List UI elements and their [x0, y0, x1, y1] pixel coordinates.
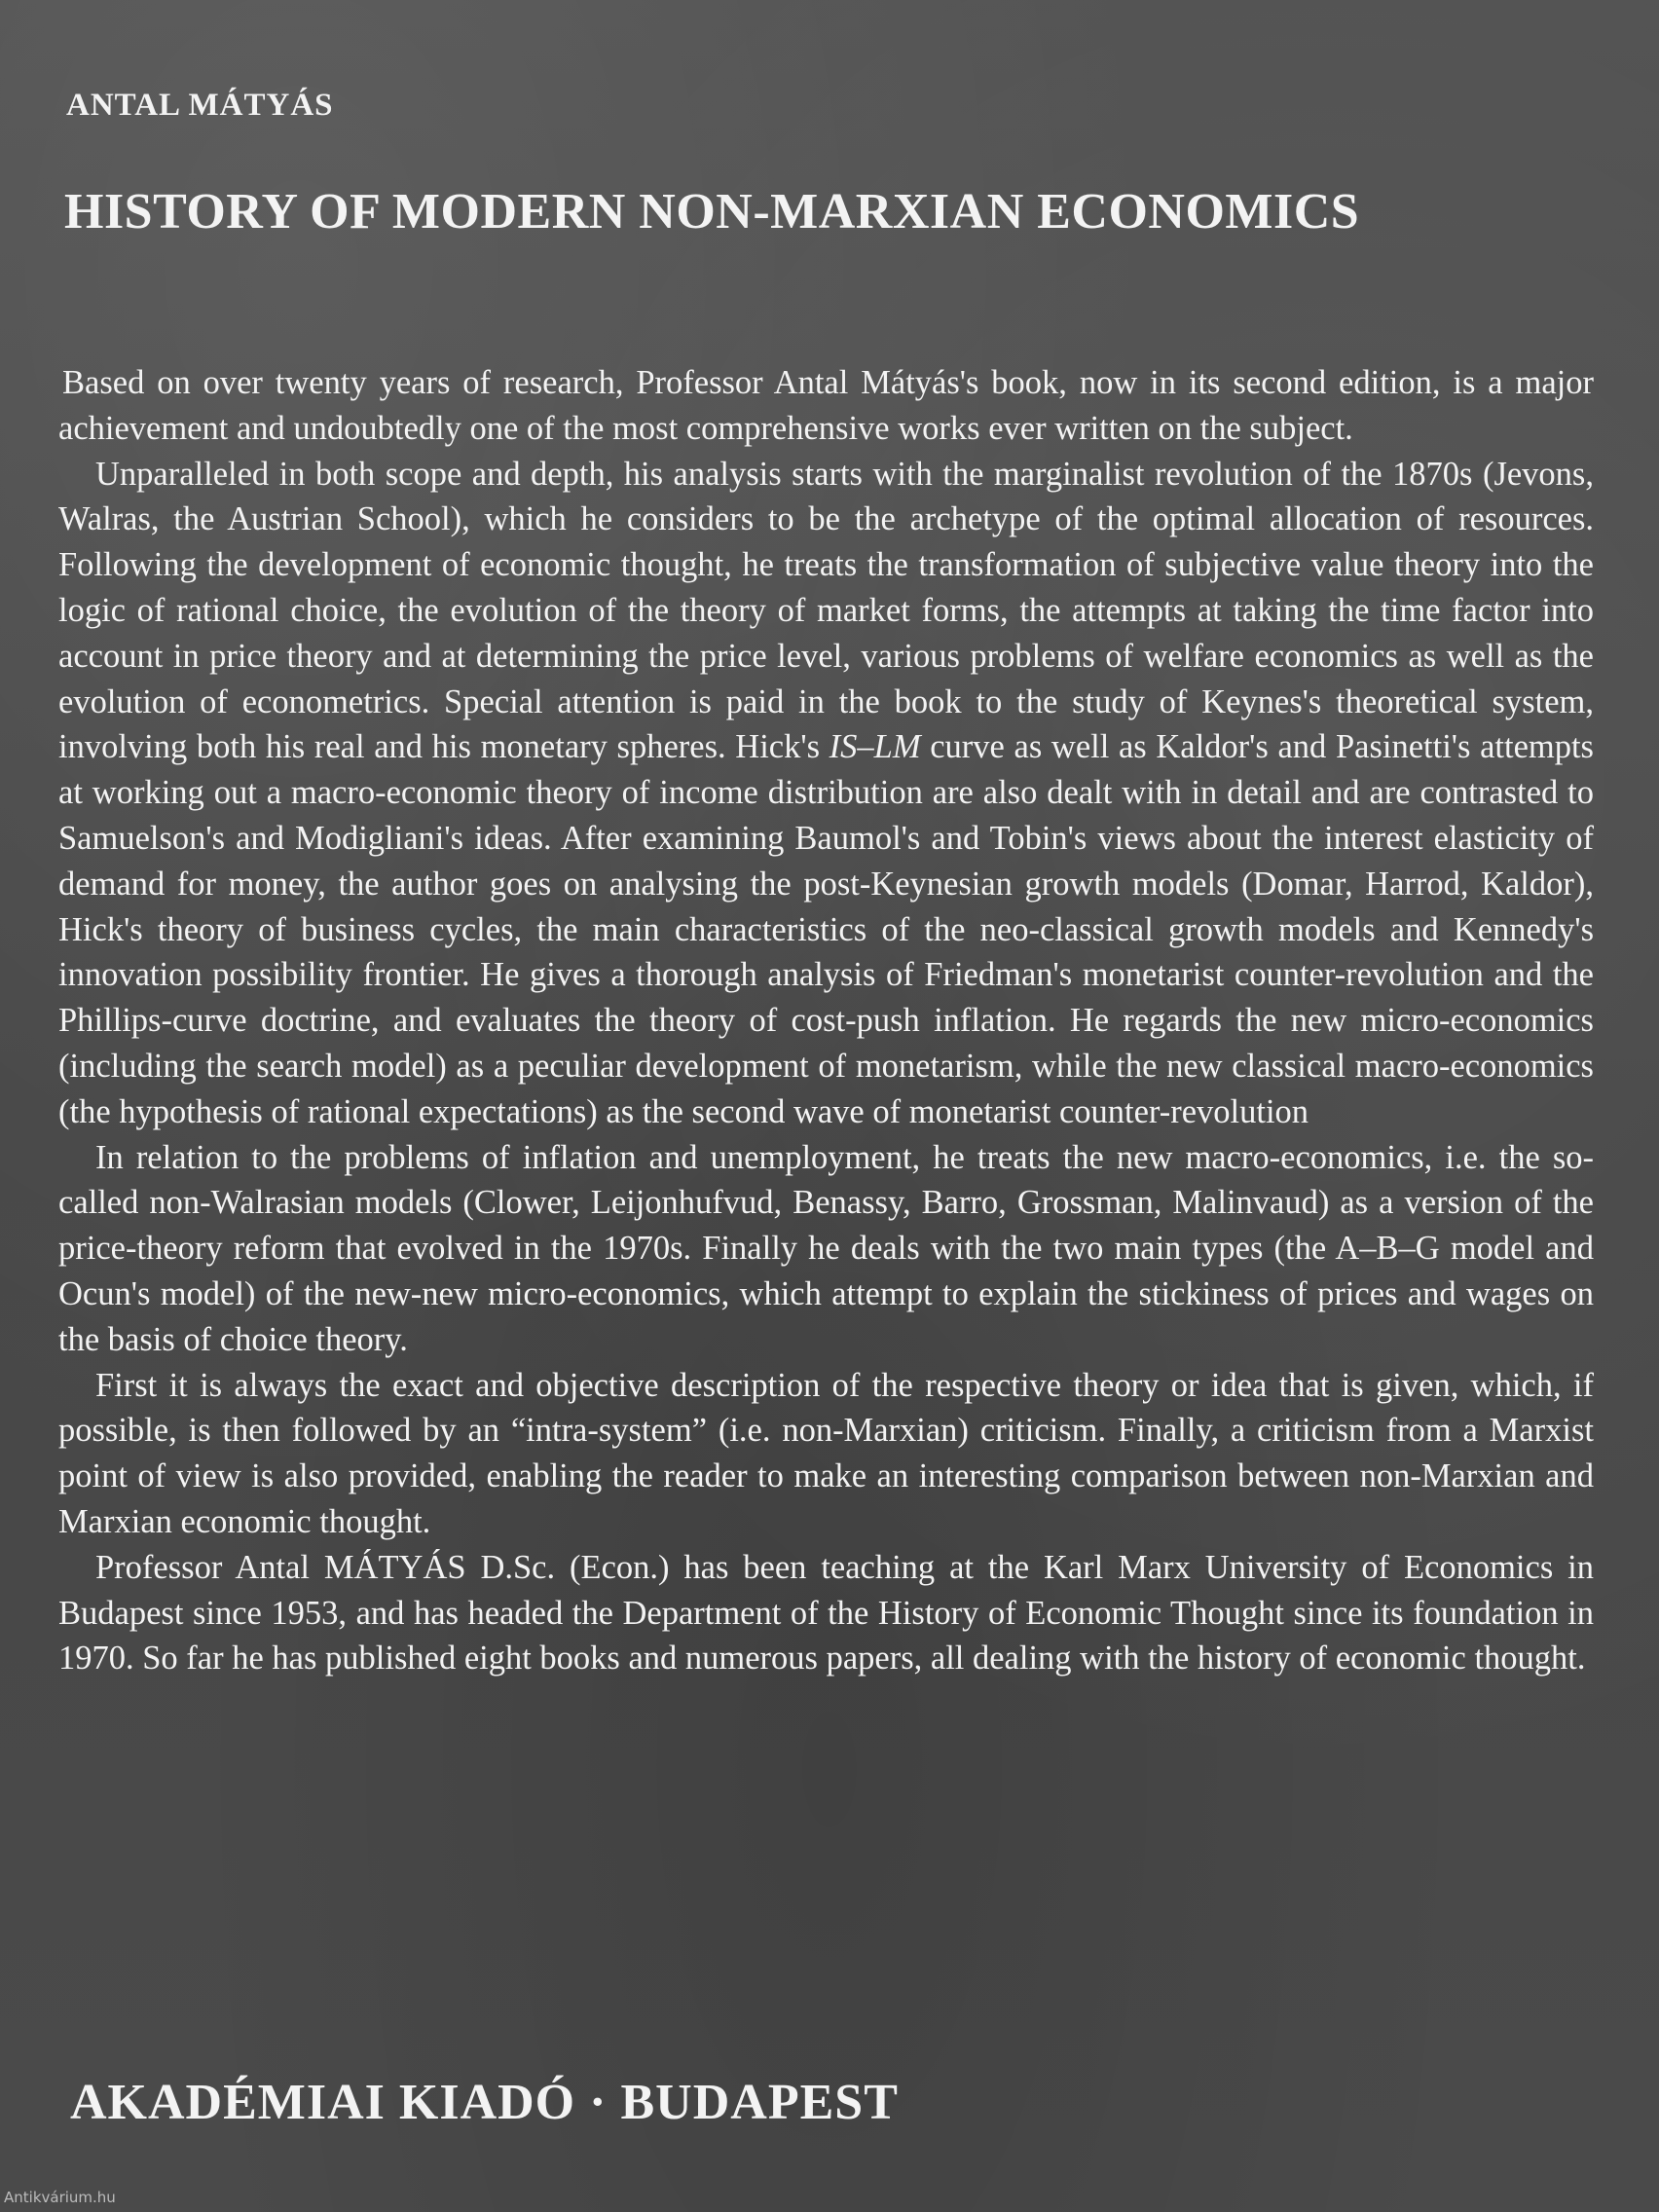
blurb-paragraph-2-part-2: curve as well as Kaldor's and Pasinetti's attempts at working out a macro-economic theory of income distribution are also dealt with in detail and are contrasted to Samuelson's and Modigliani's ideas. After examining Baumol's and Tobin's views about the interest elasticity of demand for money, the author goes on analysing the post-Keynesian growth models (Domar, Harrod, Kaldor), Hick's theory of business cycles, the main characteristics of the neo-classical growth models and Kennedy's innovation possibility frontier. He gives a thorough analysis of Friedman's monetarist counter-revolution and the Phillips-curve doctrine, and evaluates the theory of cost-push inflation. He regards the new micro-economics (including the search model) as a peculiar development of monetarism, while the new classical macro-economics (the hypothesis of rational expectations) as the second wave of monetarist counter-revolution: [58, 728, 1594, 1130]
blurb-paragraph-2-part-1: Unparalleled in both scope and depth, his analysis starts with the marginalist revolution of the 1870s (Jevons, Walras, the Austrian School), which he considers to be the archetype of the optimal allocation of resources. Following the development of economic thought, he treats the transformation of subjective value theory into the logic of rational choice, the evolution of the theory of market forms, the attempts at taking the time factor into account in price theory and at determining the price level, various problems of welfare economics as well as the evolution of econometrics. Special attention is paid in the book to the study of Keynes's theoretical system, involving both his real and his monetary spheres. Hick's: [58, 455, 1594, 766]
blurb-paragraph-4: First it is always the exact and objective description of the respective theory or idea that is given, which, if possible, is then followed by an “intra-system” (i.e. non-Marxian) criticism. Finally, a criticism from a Marxist point of view is also provided, enabling the reader to make an interesting comparison between non-Marxian and Marxian economic thought.: [58, 1366, 1594, 1540]
blurb-paragraph-5: Professor Antal MÁTYÁS D.Sc. (Econ.) has been teaching at the Karl Marx University of Economics in Budapest since 1953, and has headed the Department of the History of Economic Thought since its foundation in 1970. So far he has published eight books and numerous papers, all dealing with the history of economic thought.: [58, 1548, 1594, 1677]
publisher-imprint: [70, 2074, 899, 2131]
publisher-city: BUDAPEST: [620, 2075, 899, 2130]
blurb-text: [58, 360, 1594, 1681]
blurb-paragraph-2: [58, 452, 1594, 1135]
publisher-separator: ·: [589, 2075, 608, 2130]
blurb-paragraph-3: In relation to the problems of inflation and unemployment, he treats the new macro-economics, i.e. the so-called non-Walrasian models (Clower, Leijonhufvud, Benassy, Barro, Grossman, Malinvaud) as a version of the price-theory reform that evolved in the 1970s. Finally he deals with the two main types (the A–B–G model and Ocun's model) of the new-new micro-economics, which attempt to explain the stickiness of prices and wages on the basis of choice theory.: [58, 1138, 1594, 1358]
is-lm-term: IS–LM: [829, 728, 921, 766]
blurb-paragraph-1: Based on over twenty years of research, Professor Antal Mátyás's book, now in its second edition, is a major achievement and undoubtedly one of the most comprehensive works ever written on the subject.: [58, 364, 1594, 447]
watermark: Antikvárium.hu: [4, 2189, 116, 2206]
author-name: ANTAL MÁTYÁS: [66, 88, 334, 123]
book-title: HISTORY OF MODERN NON-MARXIAN ECONOMICS: [64, 184, 1360, 240]
publisher-name: AKADÉMIAI KIADÓ: [70, 2075, 576, 2130]
